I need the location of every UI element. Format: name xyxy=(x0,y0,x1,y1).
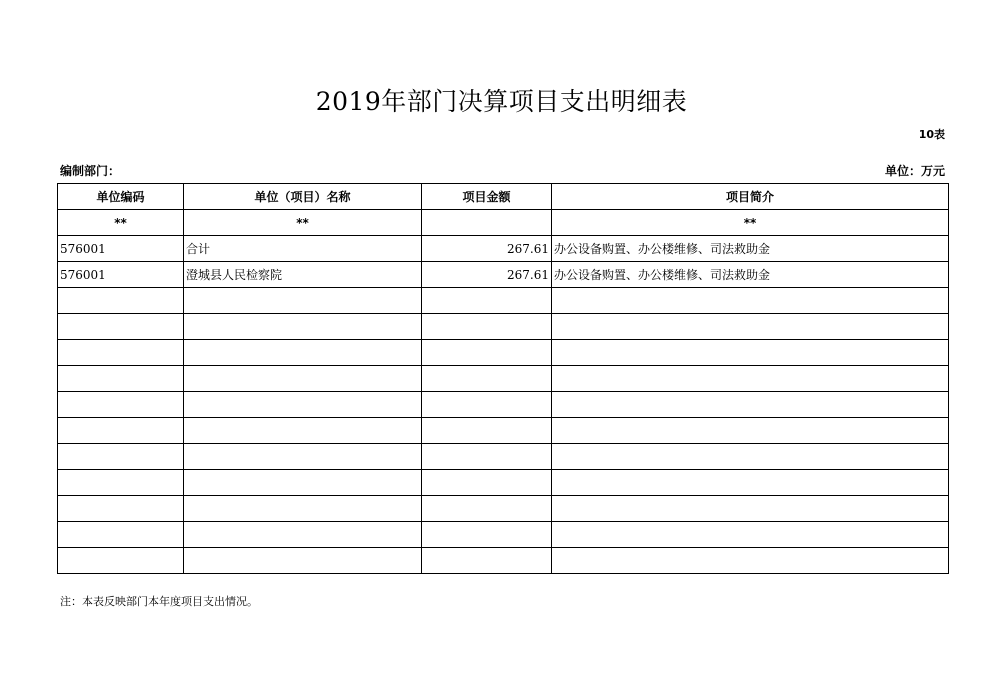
empty-cell xyxy=(552,418,949,444)
empty-cell xyxy=(552,340,949,366)
empty-row xyxy=(58,444,949,470)
marker-code: ** xyxy=(58,210,184,236)
cell-code: 576001 xyxy=(58,236,184,262)
table-number: 10表 xyxy=(918,128,945,141)
empty-cell xyxy=(552,392,949,418)
header-row xyxy=(58,184,949,210)
empty-cell xyxy=(422,288,552,314)
empty-cell xyxy=(184,366,422,392)
empty-row xyxy=(58,418,949,444)
empty-row xyxy=(58,366,949,392)
cell-code: 576001 xyxy=(58,262,184,288)
empty-cell xyxy=(422,470,552,496)
empty-cell xyxy=(58,392,184,418)
marker-intro: ** xyxy=(552,210,949,236)
column-header-amount: 项目金额 xyxy=(422,184,552,210)
table-row xyxy=(58,236,949,262)
page-title: 2019年部门决算项目支出明细表 xyxy=(315,87,688,116)
empty-cell xyxy=(552,314,949,340)
empty-cell xyxy=(422,340,552,366)
empty-cell xyxy=(58,314,184,340)
cell-amount: 267.61 xyxy=(422,236,552,262)
cell-name: 澄城县人民检察院 xyxy=(184,262,422,288)
empty-cell xyxy=(58,418,184,444)
empty-cell xyxy=(552,444,949,470)
marker-amount xyxy=(422,210,552,236)
empty-cell xyxy=(184,496,422,522)
empty-cell xyxy=(422,496,552,522)
empty-row xyxy=(58,392,949,418)
empty-cell xyxy=(58,548,184,574)
empty-cell xyxy=(552,548,949,574)
empty-cell xyxy=(552,470,949,496)
empty-cell xyxy=(184,288,422,314)
empty-row xyxy=(58,470,949,496)
empty-cell xyxy=(552,288,949,314)
empty-cell xyxy=(552,496,949,522)
empty-cell xyxy=(422,314,552,340)
cell-intro: 办公设备购置、办公楼维修、司法救助金 xyxy=(552,262,949,288)
cell-intro: 办公设备购置、办公楼维修、司法救助金 xyxy=(552,236,949,262)
empty-row xyxy=(58,340,949,366)
marker-name: ** xyxy=(184,210,422,236)
column-header-intro: 项目简介 xyxy=(552,184,949,210)
footnote: 注：本表反映部门本年度项目支出情况。 xyxy=(60,595,258,608)
empty-cell xyxy=(184,314,422,340)
empty-cell xyxy=(58,444,184,470)
empty-cell xyxy=(58,522,184,548)
empty-cell xyxy=(422,548,552,574)
empty-row xyxy=(58,288,949,314)
empty-cell xyxy=(422,418,552,444)
empty-row xyxy=(58,314,949,340)
cell-name: 合计 xyxy=(184,236,422,262)
column-header-name: 单位（项目）名称 xyxy=(184,184,422,210)
cell-amount: 267.61 xyxy=(422,262,552,288)
empty-cell xyxy=(184,392,422,418)
empty-row xyxy=(58,522,949,548)
empty-cell xyxy=(184,548,422,574)
empty-cell xyxy=(552,522,949,548)
empty-cell xyxy=(184,470,422,496)
empty-cell xyxy=(552,366,949,392)
project-expenditure-table xyxy=(57,183,949,574)
empty-cell xyxy=(58,366,184,392)
unit-label: 单位：万元 xyxy=(884,164,945,178)
empty-cell xyxy=(184,522,422,548)
column-header-code: 单位编码 xyxy=(58,184,184,210)
empty-cell xyxy=(422,522,552,548)
empty-cell xyxy=(58,340,184,366)
empty-cell xyxy=(422,392,552,418)
empty-cell xyxy=(58,470,184,496)
empty-cell xyxy=(58,496,184,522)
empty-row xyxy=(58,496,949,522)
marker-row xyxy=(58,210,949,236)
empty-cell xyxy=(422,444,552,470)
empty-cell xyxy=(422,366,552,392)
empty-cell xyxy=(184,340,422,366)
empty-row xyxy=(58,548,949,574)
table-row xyxy=(58,262,949,288)
compiling-department-label: 编制部门： xyxy=(60,164,121,178)
empty-cell xyxy=(58,288,184,314)
empty-cell xyxy=(184,444,422,470)
empty-cell xyxy=(184,418,422,444)
